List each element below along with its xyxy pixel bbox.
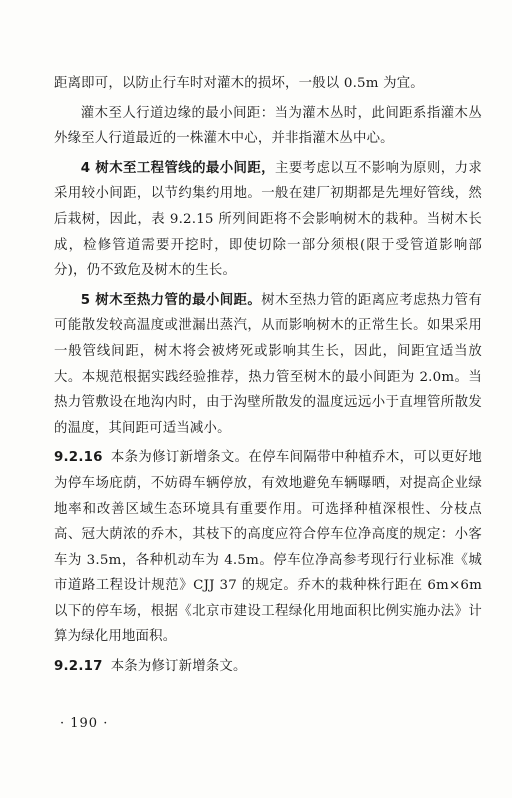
clause-number-9-2-17: 9.2.17 (54, 659, 103, 675)
clause-text-9-2-17: 本条为修订新增条文。 (110, 659, 247, 675)
paragraph-shrub-distance-end: 距离即可，以防止行车时对灌木的损坏，一般以 0.5m 为宜。 (54, 76, 424, 91)
item-4-heading: 4 树木至工程管线的最小间距， (80, 160, 275, 176)
page-body (54, 71, 482, 684)
page-number: · 190 · (60, 716, 109, 731)
paragraph-clause-9-2-16 (54, 445, 482, 650)
item-4-text: 主要考虑以互不影响为原则，力求采用较小间距，以节约集约用地。一般在建厂初期都是先埋好管线，然后栽树，因此，表 9.2.15 所列间距将不会影响树木的栽种。当树木长成，检修管道需要开挖时，即使切除一部分须根(限于受管道影响部分)，仍不致危及树木的生长。 (54, 160, 482, 279)
paragraph-item-5 (54, 288, 482, 442)
paragraph-shrub-sidewalk: 灌木至人行道边缘的最小间距：当为灌木丛时，此间距系指灌木丛外缘至人行道最近的一株灌木中心，并非指灌木丛中心。 (54, 105, 482, 147)
paragraph-clause-9-2-17 (54, 654, 482, 680)
paragraph-item-4 (54, 156, 482, 284)
clause-text-9-2-16: 本条为修订新增条文。在停车间隔带中种植乔木，可以更好地为停车场庇荫，不妨碍车辆停放，有效地避免车辆曝晒，对提高企业绿地率和改善区域生态环境具有重要作用。可选择种植深根性、分枝点高、冠大荫浓的乔木，其枝下的高度应符合停车位净高度的规定：小客车为 3.5m，各种机动车为 4.5m。停车位净高参考现行行业标准《城市道路工程设计规范》CJJ 37 的规定。乔木的栽种株行距在 6m×6m 以下的停车场，根据《北京市建设工程绿化用地面积比例实施办法》计算为绿化用地面积。 (54, 450, 482, 645)
item-5-heading: 5 树木至热力管的最小间距。 (80, 292, 262, 308)
clause-number-9-2-16: 9.2.16 (54, 450, 103, 466)
item-5-text: 树木至热力管的距离应考虑热力管有可能散发较高温度或泄漏出蒸汽，从而影响树木的正常生长。如果采用一般管线间距，树木将会被烤死或影响其生长，因此，间距宜适当放大。本规范根据实践经验推荐，热力管至树木的最小间距为 2.0m。当热力管敷设在地沟内时，由于沟壁所散发的温度远远小于直埋管所散发的温度，其间距可适当减小。 (54, 292, 483, 436)
